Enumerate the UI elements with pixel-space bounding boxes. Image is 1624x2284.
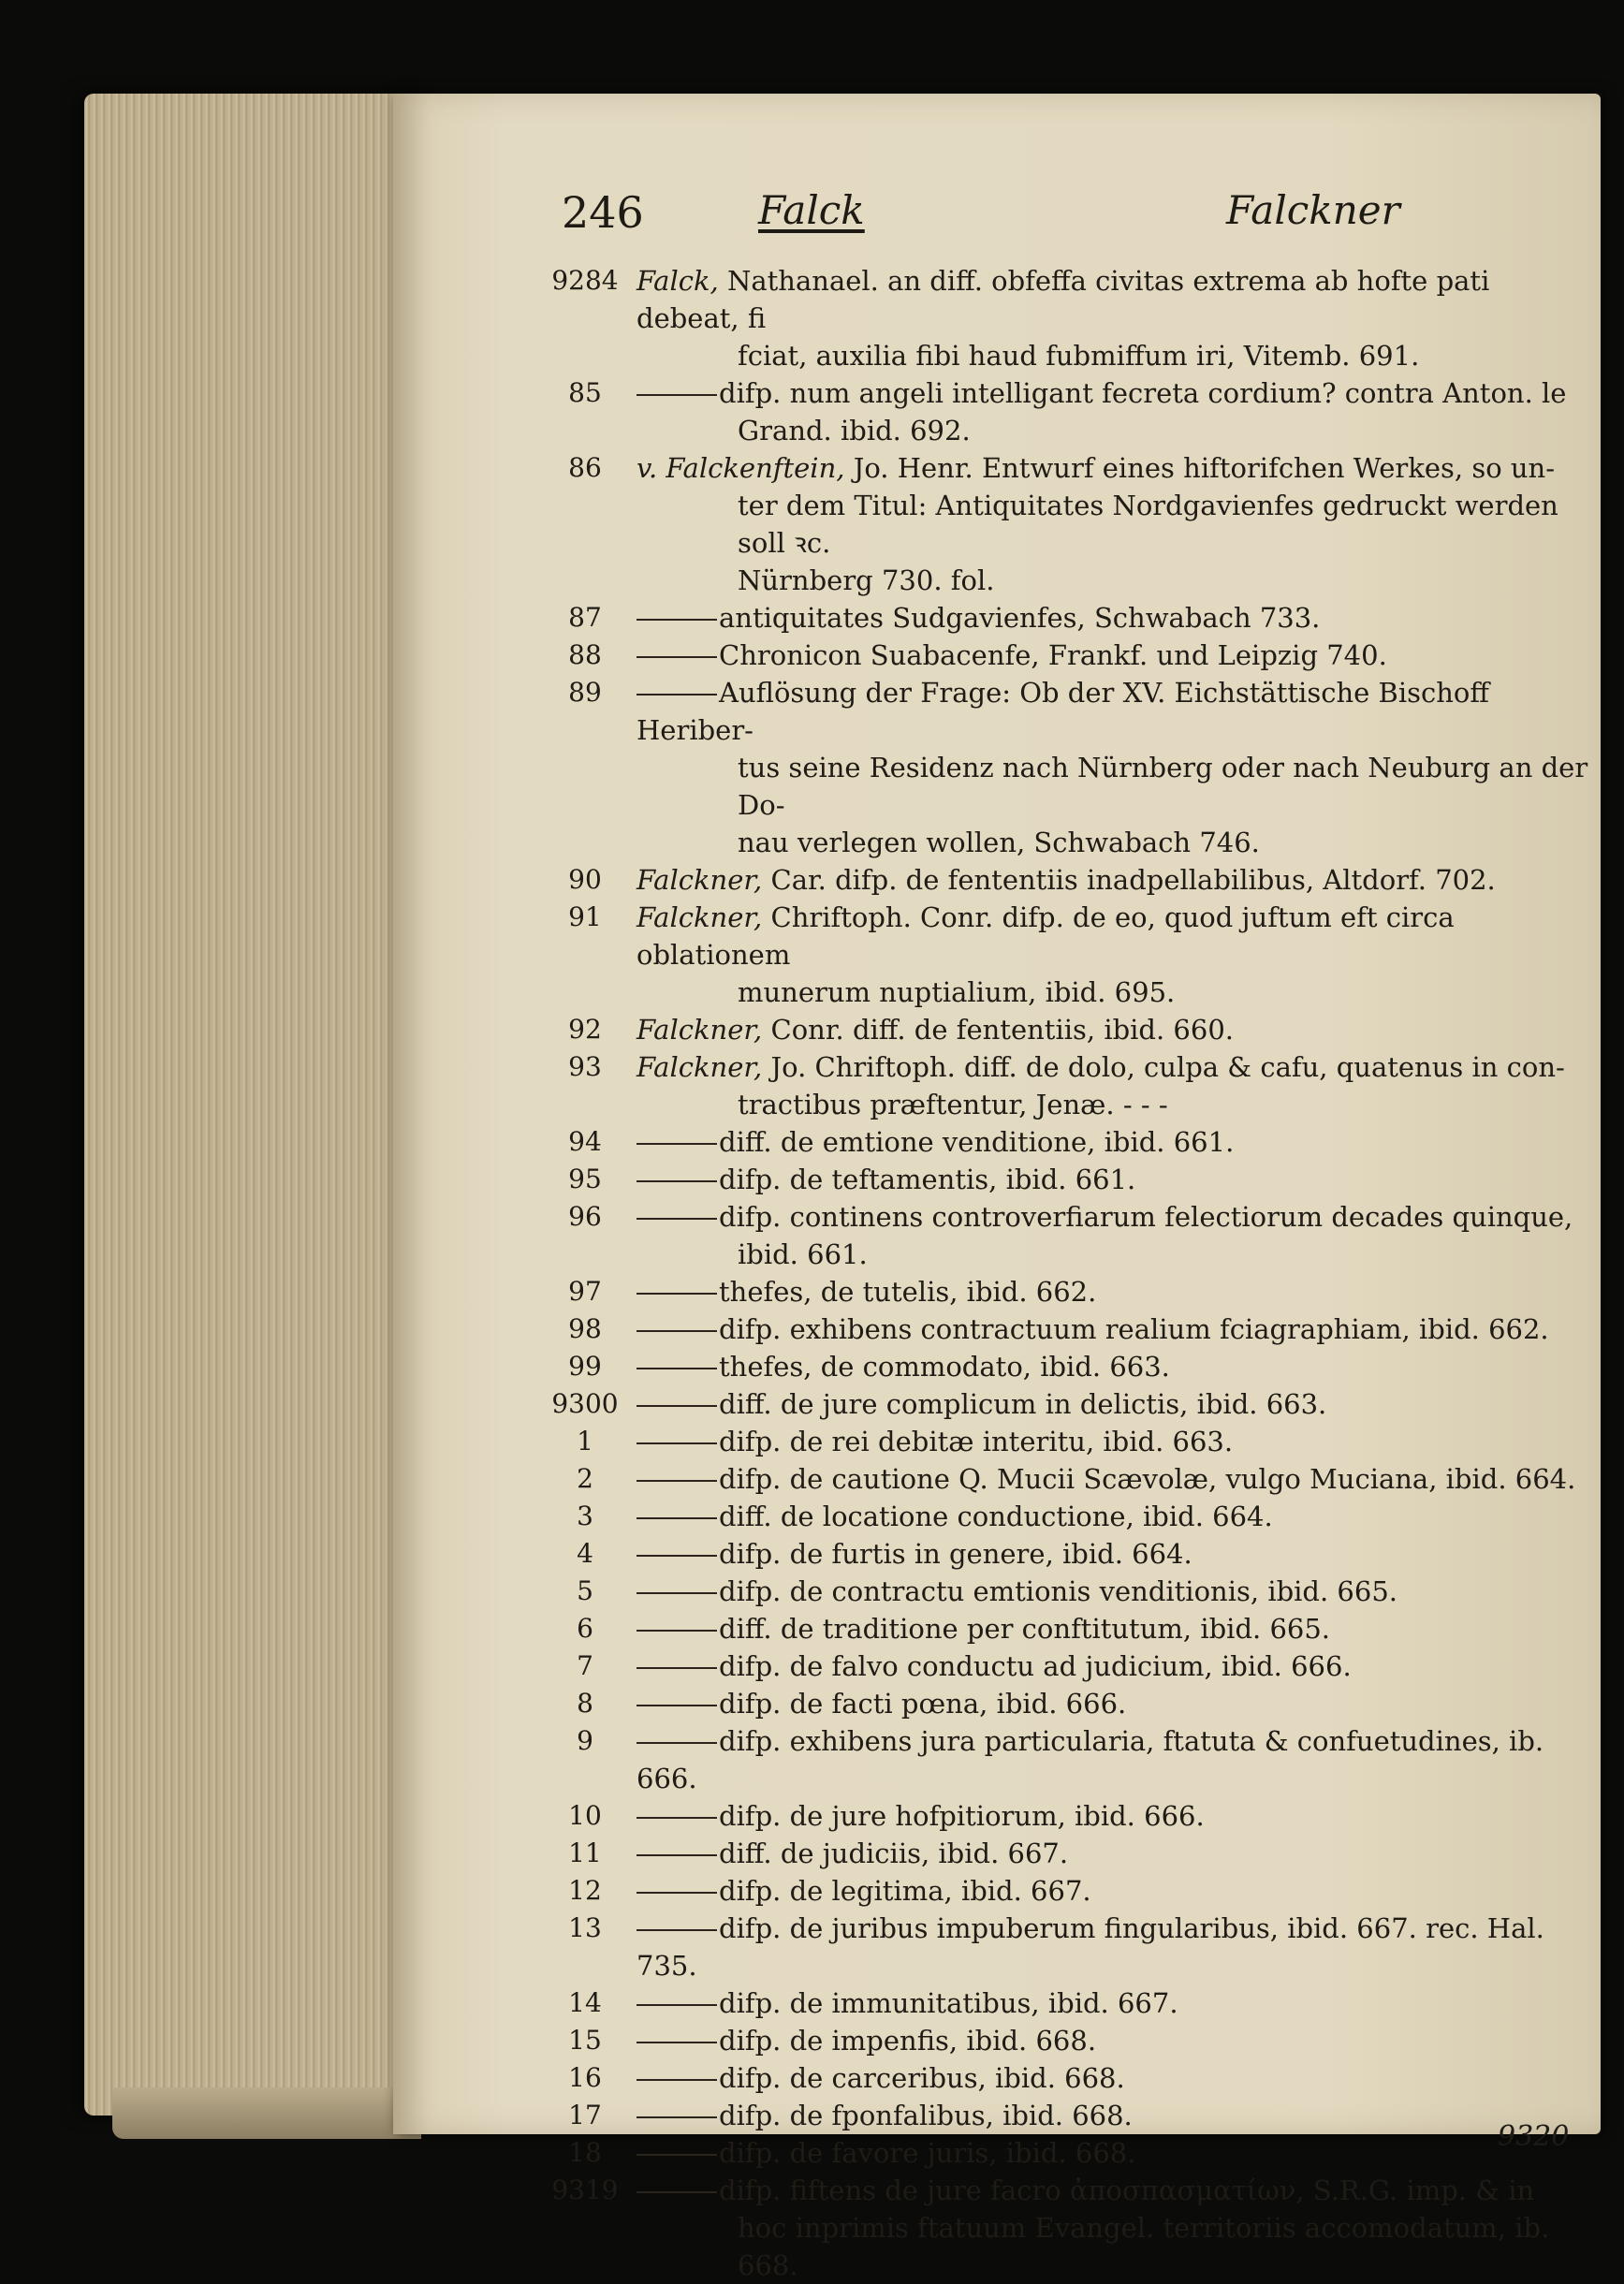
entry-number: 9300 (551, 1388, 619, 1419)
entry-text (636, 1535, 1591, 1573)
entry-first-line (636, 1501, 1273, 1532)
entry-row (534, 674, 1591, 861)
entry-first-line (636, 901, 1455, 971)
ditto-dash (636, 1854, 717, 1856)
entry-text (636, 1573, 1591, 1610)
entry-first-line (636, 1688, 1126, 1720)
entry-first-line (636, 1351, 1170, 1383)
entry-text (636, 1310, 1591, 1348)
entry-number: 93 (568, 1051, 602, 1082)
entry-line-text: Car. difp. de fententiis inadpellabilibus, Altdorf. 702. (770, 864, 1496, 896)
entry-number: 89 (568, 677, 602, 708)
entry-number: 90 (568, 864, 602, 895)
entry-text (636, 599, 1591, 637)
ditto-dash (636, 1480, 717, 1482)
entry-continuation-line: ter dem Titul: Antiquitates Nordgavienfes gedruckt werden soll ꝛc. (738, 490, 1558, 559)
entry-first-line (636, 377, 1566, 409)
entry-row (534, 1498, 1591, 1535)
entry-continuation-line: ibid. 661. (738, 1238, 868, 1270)
entry-first-line (636, 1276, 1096, 1308)
entry-first-line (636, 1388, 1326, 1420)
entry-first-line (636, 2174, 1534, 2206)
entry-row (534, 2172, 1591, 2284)
entry-line-text: Chriftoph. Conr. difp. de eo, quod juftum eft circa oblationem (636, 901, 1455, 971)
ditto-dash (636, 2079, 717, 2081)
entry-row (534, 1198, 1591, 1273)
entry-number: 91 (568, 901, 602, 932)
ditto-dash (636, 619, 717, 621)
entry-row (534, 1048, 1591, 1123)
ditto-dash (636, 2191, 717, 2193)
entry-text (636, 1011, 1591, 1048)
ditto-dash (636, 656, 717, 658)
entry-line-text: diff. de judiciis, ibid. 667. (719, 1837, 1069, 1869)
entry-number: 9319 (551, 2174, 619, 2205)
entry-text (636, 374, 1591, 449)
entry-number: 8 (577, 1688, 593, 1719)
entry-line-text: difp. de jure hofpitiorum, ibid. 666. (719, 1800, 1205, 1832)
entry-line-text: diff. de traditione per conftitutum, ibid. 665. (719, 1613, 1331, 1645)
entry-row (534, 899, 1591, 1011)
entry-line-text: difp. continens controverfiarum felectiorum decades quinque, (719, 1201, 1573, 1233)
entry-line-text: diff. de emtione venditione, ibid. 661. (719, 1126, 1235, 1158)
entry-text (636, 1498, 1591, 1535)
entry-line-text: difp. exhibens jura particularia, ftatuta & confuetudines, ib. 666. (636, 1725, 1544, 1794)
entry-first-line (636, 864, 1496, 896)
entry-line-text: thefes, de commodato, ibid. 663. (719, 1351, 1170, 1383)
entry-line-text: thefes, de tutelis, ibid. 662. (719, 1276, 1097, 1308)
entry-line-text: antiquitates Sudgavienfes, Schwabach 733. (719, 602, 1321, 634)
entry-first-line (636, 1575, 1397, 1607)
entry-first-line (636, 1725, 1544, 1794)
entry-first-line (636, 1650, 1352, 1682)
entry-line-text: difp. de cautione Q. Mucii Scævolæ, vulgo Muciana, ibid. 664. (719, 1463, 1576, 1495)
entry-text (636, 861, 1591, 899)
entry-first-line (636, 1613, 1330, 1645)
entry-text (636, 1048, 1591, 1123)
ditto-dash (636, 1143, 717, 1145)
entry-text (636, 674, 1591, 861)
entry-row (534, 1273, 1591, 1310)
entry-number: 1 (577, 1426, 593, 1457)
entry-number: 10 (568, 1800, 602, 1831)
entry-first-line (636, 1426, 1233, 1457)
entry-line-text: difp. de impenfis, ibid. 668. (719, 2025, 1097, 2057)
entry-row (534, 1123, 1591, 1161)
entry-line-text: Nathanael. an diff. obfeffa civitas extrema ab hofte pati debeat, fi (636, 265, 1490, 334)
entry-text (636, 637, 1591, 674)
entry-row (534, 1797, 1591, 1835)
entry-number: 87 (568, 602, 602, 633)
entry-line-text: diff. de locatione conductione, ibid. 664. (719, 1501, 1273, 1532)
running-header (562, 187, 1554, 253)
entry-row (534, 599, 1591, 637)
entry-text (636, 1872, 1591, 1910)
entry-first-line (636, 1164, 1135, 1195)
bibliography-entries (534, 262, 1591, 2284)
entry-first-line (636, 2100, 1133, 2131)
entry-row (534, 262, 1591, 374)
entry-row (534, 2097, 1591, 2134)
entry-text (636, 1273, 1591, 1310)
entry-number: 16 (568, 2062, 602, 2093)
entry-number: 2 (577, 1463, 593, 1494)
ditto-dash (636, 1742, 717, 1744)
ditto-dash (636, 1517, 717, 1519)
entry-row (534, 1348, 1591, 1385)
book-page-edges (84, 94, 421, 2116)
entry-line-text: Chronicon Suabacenfe, Frankf. und Leipzig 740. (719, 639, 1387, 671)
entry-row (534, 1872, 1591, 1910)
entry-line-text: Conr. diff. de fententiis, ibid. 660. (770, 1014, 1235, 1046)
entry-text (636, 1348, 1591, 1385)
entry-number: 98 (568, 1313, 602, 1344)
left-running-head: Falck (758, 187, 865, 233)
entry-first-line (636, 452, 1555, 484)
entry-first-line (636, 1463, 1575, 1495)
entry-text (636, 1161, 1591, 1198)
ditto-dash (636, 1630, 717, 1632)
entry-text (636, 2022, 1591, 2059)
entry-line-text: diff. de jure complicum in delictis, ibid. 663. (719, 1388, 1327, 1420)
ditto-dash (636, 2004, 717, 2006)
entry-line-text: difp. de legitima, ibid. 667. (719, 1875, 1091, 1907)
entry-number: 18 (568, 2137, 602, 2168)
entry-text (636, 1685, 1591, 1722)
entry-number: 92 (568, 1014, 602, 1045)
entry-first-line (636, 1987, 1178, 2019)
entry-text (636, 2134, 1591, 2172)
entry-number: 86 (568, 452, 602, 483)
entry-row (534, 861, 1591, 899)
entry-author: Falckner, (636, 901, 763, 933)
entry-line-text: difp. de favore juris, ibid. 668. (719, 2137, 1136, 2169)
entry-text (636, 2172, 1591, 2284)
entry-author: Falckner, (636, 1014, 763, 1046)
catchword: 9320 (1498, 2120, 1570, 2153)
entry-number: 94 (568, 1126, 602, 1157)
entry-number: 17 (568, 2100, 602, 2130)
entry-first-line (636, 1126, 1234, 1158)
entry-text (636, 262, 1591, 374)
entry-first-line (636, 1875, 1091, 1907)
entry-number: 5 (577, 1575, 593, 1606)
entry-row (534, 637, 1591, 674)
entry-first-line (636, 677, 1489, 746)
entry-text (636, 1835, 1591, 1872)
entry-number: 9284 (551, 265, 619, 296)
entry-number: 4 (577, 1538, 593, 1569)
entry-number: 11 (568, 1837, 602, 1868)
entry-line-text: difp. de furtis in genere, ibid. 664. (719, 1538, 1192, 1570)
ditto-dash (636, 694, 717, 695)
entry-line-text: Auflösung der Frage: Ob der XV. Eichstättische Bischoff Heriber- (636, 677, 1489, 746)
entry-number: 85 (568, 377, 602, 408)
entry-continuation-line: munerum nuptialium, ibid. 695. (738, 976, 1176, 1008)
entry-number: 95 (568, 1164, 602, 1194)
entry-line-text: difp. de carceribus, ibid. 668. (719, 2062, 1125, 2094)
entry-text (636, 2097, 1591, 2134)
ditto-dash (636, 1705, 717, 1706)
entry-text (636, 1984, 1591, 2022)
entry-line-text: difp. num angeli intelligant fecreta cordium? contra Anton. le (719, 377, 1567, 409)
entry-first-line (636, 1538, 1192, 1570)
entry-author: v. Falckenftein, (636, 452, 845, 484)
entry-text (636, 1123, 1591, 1161)
ditto-dash (636, 2154, 717, 2156)
right-running-head: Falckner (1226, 187, 1400, 233)
entry-row (534, 1423, 1591, 1460)
entry-number: 88 (568, 639, 602, 670)
entry-row (534, 1535, 1591, 1573)
entry-row (534, 1460, 1591, 1498)
entry-text (636, 899, 1591, 1011)
entry-continuation-line: Nürnberg 730. fol. (738, 564, 995, 596)
entry-number: 96 (568, 1201, 602, 1232)
ditto-dash (636, 1892, 717, 1894)
entry-first-line (636, 2137, 1135, 2169)
entry-line-text: Jo. Chriftoph. diff. de dolo, culpa & cafu, quatenus in con- (770, 1051, 1565, 1083)
entry-line-text: difp. exhibens contractuum realium fciagraphiam, ibid. 662. (719, 1313, 1549, 1345)
entry-first-line (636, 1313, 1549, 1345)
ditto-dash (636, 1442, 717, 1444)
entry-row (534, 1310, 1591, 1348)
ditto-dash (636, 1218, 717, 1220)
ditto-dash (636, 1368, 717, 1369)
entry-number: 7 (577, 1650, 593, 1681)
entry-line-text: Jo. Henr. Entwurf eines hiftorifchen Werkes, so un- (853, 452, 1556, 484)
entry-continuation-line: tractibus præftentur, Jenæ. - - - (738, 1089, 1168, 1120)
entry-text (636, 1797, 1591, 1835)
entry-text (636, 1647, 1591, 1685)
entry-first-line (636, 1201, 1573, 1233)
entry-row (534, 2134, 1591, 2172)
ditto-dash (636, 1817, 717, 1819)
entry-author: Falckner, (636, 864, 763, 896)
entry-row (534, 1685, 1591, 1722)
entry-line-text: difp. de juribus impuberum fingularibus, ibid. 667. rec. Hal. 735. (636, 1912, 1544, 1982)
entry-row (534, 1573, 1591, 1610)
entry-first-line (636, 1800, 1205, 1832)
entry-row (534, 1385, 1591, 1423)
entry-first-line (636, 1912, 1544, 1982)
ditto-dash (636, 2116, 717, 2118)
ditto-dash (636, 1555, 717, 1557)
ditto-dash (636, 1330, 717, 1332)
entry-row (534, 1647, 1591, 1685)
entry-line-text: difp. de rei debitæ interitu, ibid. 663. (719, 1426, 1234, 1457)
entry-row (534, 2059, 1591, 2097)
entry-first-line (636, 1014, 1234, 1046)
entry-text (636, 1460, 1591, 1498)
ditto-dash (636, 1405, 717, 1407)
page-number: 246 (562, 187, 644, 238)
entry-number: 97 (568, 1276, 602, 1307)
entry-text (636, 449, 1591, 599)
entry-continuation-line: hoc inprimis ftatuum Evangel. territoriis accomodatum, ib. 668. (738, 2212, 1550, 2281)
entry-first-line (636, 1837, 1068, 1869)
entry-row (534, 1984, 1591, 2022)
entry-line-text: difp. de falvo conductu ad judicium, ibid. 666. (719, 1650, 1352, 1682)
ditto-dash (636, 1667, 717, 1669)
entry-text (636, 2059, 1591, 2097)
entry-line-text: difp. de facti pœna, ibid. 666. (719, 1688, 1127, 1720)
ditto-dash (636, 1293, 717, 1295)
entry-first-line (636, 2062, 1125, 2094)
entry-row (534, 1910, 1591, 1984)
entry-first-line (636, 602, 1320, 634)
entry-number: 14 (568, 1987, 602, 2018)
entry-row (534, 1722, 1591, 1797)
entry-number: 3 (577, 1501, 593, 1531)
entry-first-line (636, 2025, 1096, 2057)
entry-number: 9 (577, 1725, 593, 1756)
ditto-dash (636, 1592, 717, 1594)
entry-text (636, 1722, 1591, 1797)
entry-row (534, 374, 1591, 449)
book-page-edges-bottom (112, 2087, 421, 2139)
entry-line-text: difp. de contractu emtionis venditionis, ibid. 665. (719, 1575, 1397, 1607)
entry-row (534, 1610, 1591, 1647)
entry-line-text: difp. de teftamentis, ibid. 661. (719, 1164, 1136, 1195)
entry-row (534, 1011, 1591, 1048)
entry-first-line (636, 639, 1387, 671)
ditto-dash (636, 1180, 717, 1182)
entry-continuation-line: Grand. ibid. 692. (738, 415, 971, 447)
entry-text (636, 1385, 1591, 1423)
entry-text (636, 1423, 1591, 1460)
entry-text (636, 1910, 1591, 1984)
entry-number: 13 (568, 1912, 602, 1943)
entry-line-text: difp. de immunitatibus, ibid. 667. (719, 1987, 1178, 2019)
entry-row (534, 449, 1591, 599)
ditto-dash (636, 394, 717, 396)
entry-line-text: difp. de fponfalibus, ibid. 668. (719, 2100, 1133, 2131)
entry-row (534, 1161, 1591, 1198)
entry-number: 12 (568, 1875, 602, 1906)
entry-continuation-line: tus seine Residenz nach Nürnberg oder nach Neuburg an der Do- (738, 752, 1588, 821)
entry-first-line (636, 265, 1489, 334)
entry-continuation-line: fciat, auxilia fibi haud fubmiffum iri, Vitemb. 691. (738, 340, 1420, 372)
entry-line-text: difp. fiftens de jure facro ἀποσπασματίων, S.R.G. imp. & in (719, 2174, 1535, 2206)
entry-author: Falckner, (636, 1051, 763, 1083)
entry-number: 6 (577, 1613, 593, 1644)
entry-number: 99 (568, 1351, 602, 1382)
entry-author: Falck, (636, 265, 719, 297)
ditto-dash (636, 2042, 717, 2043)
entry-row (534, 2022, 1591, 2059)
entry-text (636, 1198, 1591, 1273)
entry-text (636, 1610, 1591, 1647)
entry-first-line (636, 1051, 1565, 1083)
entry-number: 15 (568, 2025, 602, 2056)
entry-continuation-line: nau verlegen wollen, Schwabach 746. (738, 827, 1260, 858)
ditto-dash (636, 1929, 717, 1931)
entry-row (534, 1835, 1591, 1872)
